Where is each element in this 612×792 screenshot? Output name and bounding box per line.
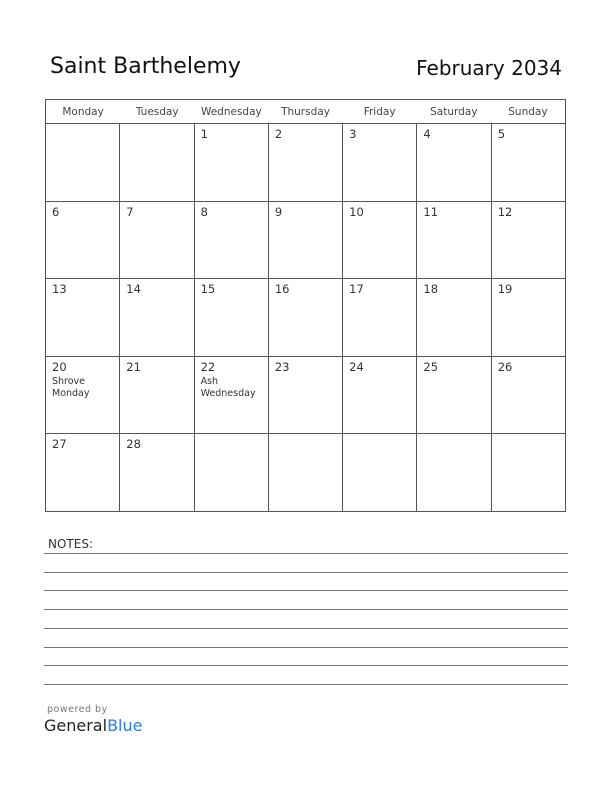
day-number: 12 bbox=[497, 204, 513, 219]
day-number: 7 bbox=[126, 204, 134, 219]
day-cell bbox=[269, 202, 343, 279]
day-number: 6 bbox=[52, 204, 60, 219]
day-number: 5 bbox=[497, 127, 506, 141]
day-number: 4 bbox=[423, 127, 431, 141]
day-cell bbox=[343, 202, 417, 279]
weekday-saturday: Saturday bbox=[430, 106, 478, 118]
day-number: 28 bbox=[126, 437, 141, 452]
week-row bbox=[46, 202, 565, 280]
day-cell bbox=[195, 202, 269, 279]
note-line bbox=[44, 609, 568, 610]
day-cell bbox=[120, 279, 194, 356]
day-number: 2 bbox=[274, 127, 283, 141]
day-cell bbox=[195, 434, 269, 512]
note-line bbox=[44, 647, 568, 648]
day-cell bbox=[120, 434, 194, 512]
day-number: 15 bbox=[200, 282, 216, 297]
day-number: 24 bbox=[349, 359, 364, 374]
day-number: 10 bbox=[349, 204, 364, 219]
day-cell bbox=[417, 279, 491, 356]
notes-label: NOTES: bbox=[48, 537, 93, 551]
day-cell bbox=[195, 124, 269, 201]
week-row bbox=[46, 279, 565, 357]
day-number: 11 bbox=[423, 204, 439, 219]
day-number: 8 bbox=[200, 204, 208, 219]
day-cell bbox=[195, 357, 269, 434]
day-cell bbox=[343, 279, 417, 356]
week-row bbox=[46, 124, 565, 202]
day-number: 20 bbox=[52, 359, 67, 374]
weekday-friday: Friday bbox=[363, 106, 396, 118]
day-cell bbox=[269, 357, 343, 434]
weekday-header-row bbox=[46, 100, 565, 124]
country-title: Saint Barthelemy bbox=[50, 54, 241, 79]
day-cell bbox=[492, 357, 565, 434]
note-line bbox=[44, 628, 568, 629]
brand-logo bbox=[44, 716, 142, 735]
day-cell bbox=[46, 124, 120, 201]
day-cell bbox=[46, 279, 120, 356]
holiday-label: Ash Wednesday bbox=[200, 375, 256, 399]
day-cell bbox=[46, 357, 120, 434]
brand-part-blue: Blue bbox=[107, 716, 143, 735]
note-line bbox=[44, 684, 568, 685]
day-cell bbox=[120, 357, 194, 434]
day-cell bbox=[417, 434, 491, 512]
day-number: 14 bbox=[126, 282, 141, 297]
weekday-sunday: Sunday bbox=[508, 106, 548, 118]
week-row bbox=[46, 357, 565, 435]
day-number: 23 bbox=[274, 359, 290, 374]
day-cell bbox=[343, 357, 417, 434]
week-row bbox=[46, 434, 565, 512]
note-line bbox=[44, 572, 568, 573]
holiday-label: Shrove Monday bbox=[52, 375, 90, 399]
day-number: 21 bbox=[126, 359, 141, 374]
day-number: 13 bbox=[52, 282, 67, 297]
day-cell bbox=[417, 202, 491, 279]
powered-by-text: powered by bbox=[47, 704, 108, 715]
day-number: 25 bbox=[423, 359, 439, 374]
day-cell bbox=[269, 434, 343, 512]
day-number: 9 bbox=[274, 204, 283, 219]
month-title: February 2034 bbox=[416, 56, 562, 80]
day-number: 27 bbox=[52, 437, 67, 452]
calendar-grid bbox=[45, 99, 566, 512]
day-number: 19 bbox=[497, 282, 513, 297]
weeks-container bbox=[46, 124, 565, 512]
day-cell bbox=[46, 202, 120, 279]
day-number: 3 bbox=[349, 127, 357, 141]
weekday-wednesday: Wednesday bbox=[200, 106, 262, 118]
day-cell bbox=[417, 124, 491, 201]
day-cell bbox=[417, 357, 491, 434]
day-number: 22 bbox=[200, 359, 216, 374]
day-cell bbox=[269, 279, 343, 356]
day-cell bbox=[492, 279, 565, 356]
day-cell bbox=[343, 434, 417, 512]
brand-part-general: General bbox=[44, 716, 108, 735]
day-cell bbox=[343, 124, 417, 201]
day-cell bbox=[269, 124, 343, 201]
day-cell bbox=[195, 279, 269, 356]
day-cell bbox=[492, 124, 565, 201]
day-number: 26 bbox=[497, 359, 513, 374]
day-cell bbox=[120, 202, 194, 279]
day-number: 16 bbox=[274, 282, 290, 297]
note-line bbox=[44, 665, 568, 666]
day-cell bbox=[492, 202, 565, 279]
day-number: 1 bbox=[200, 127, 208, 141]
weekday-monday: Monday bbox=[62, 106, 104, 118]
day-cell bbox=[120, 124, 194, 201]
day-cell bbox=[46, 434, 120, 512]
note-line bbox=[44, 553, 568, 554]
day-number: 17 bbox=[349, 282, 364, 297]
weekday-thursday: Thursday bbox=[281, 106, 330, 118]
note-line bbox=[44, 590, 568, 591]
day-cell bbox=[492, 434, 565, 512]
day-number: 18 bbox=[423, 282, 439, 297]
weekday-tuesday: Tuesday bbox=[135, 106, 179, 118]
